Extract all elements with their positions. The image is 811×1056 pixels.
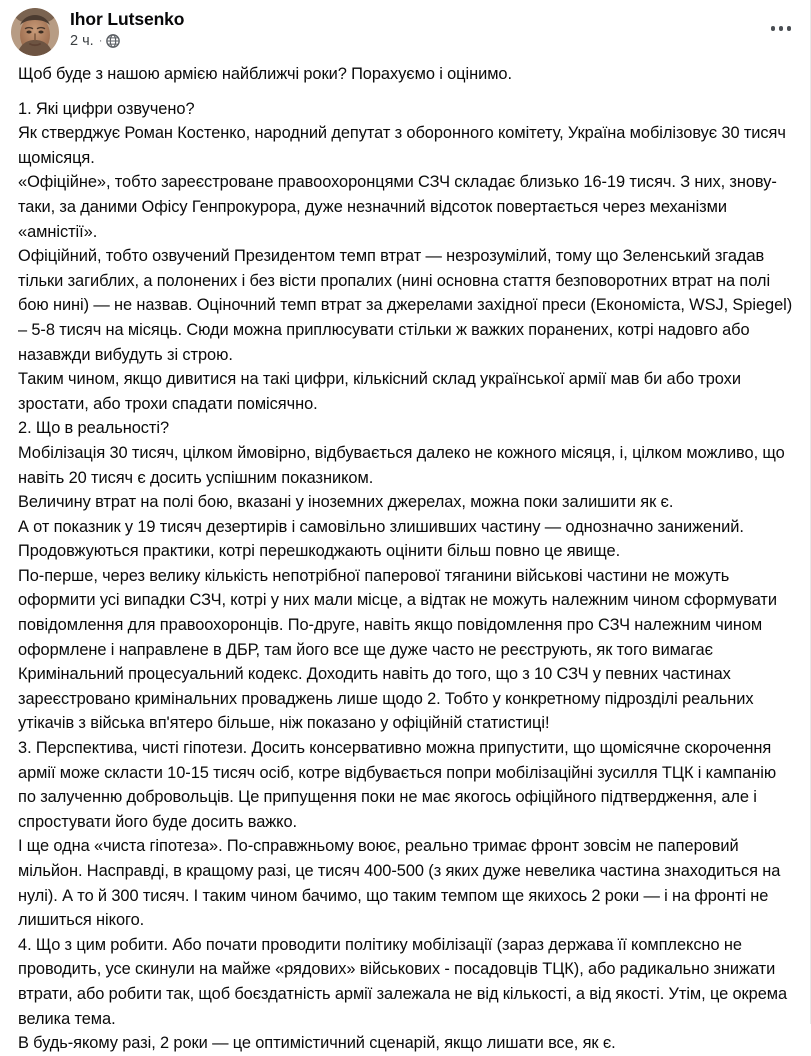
post-paragraph: 1. Які цифри озвучено? bbox=[18, 99, 195, 118]
post-timestamp[interactable]: 2 ч. bbox=[70, 33, 94, 49]
more-options-icon[interactable] bbox=[771, 26, 792, 31]
post-body bbox=[0, 62, 811, 1056]
post-paragraph: 3. Перспектива, чисті гіпотези. Досить консервативно можна припустити, що щомісячне скорочення армії може скласти 10-15 тисяч осіб, котре відбувається попри мобілізаційні зусилля ТЦК і кампанію по залученню добровольців. Це припущення поки не має якогось офіційного підтвердження, але і спростувати його буде досить важко. bbox=[18, 739, 777, 831]
post-paragraph: Величину втрат на полі бою, вказані у іноземних джерелах, можна поки залишити як є. bbox=[18, 493, 674, 512]
post-paragraph: 2. Що в реальності? bbox=[18, 419, 170, 438]
post-meta bbox=[70, 33, 184, 49]
post-paragraph: 4. Що з цим робити. Або почати проводити політику мобілізації (зараз держава її комплексно не проводить, усе скинули на майже «рядових» військових - посадовців ТЦК), або радикально знижати втрати, або робити так, щоб боєздатність армії залежала не від кількості, а від якості. Утім, це окрема велика тема. bbox=[18, 935, 788, 1028]
globe-icon[interactable] bbox=[106, 34, 120, 48]
post-paragraph: По-перше, через велику кількість непотрібної паперової тяганини військові частини не можуть оформити усі випадки СЗЧ, котрі у них мали місце, а відтак не можуть належним чином сформувати повідомлення для правоохоронців. По-друге, навіть якщо повідомлення про СЗЧ належним чином оформлене і направлене в ДБР, там його все ще дуже часто не реєструють, як того вимагає Кримінальний процесуальний кодекс. Доходить навіть до того, що з 10 СЗЧ у певних частинах зареєстровано кримінальних проваджень лише щодо 2. Тобто у конкретному підрозділі реальних утікачів з війська вп'ятеро більше, ніж показано у офіційній статистиці! bbox=[18, 566, 777, 733]
author-name[interactable]: Ihor Lutsenko bbox=[70, 9, 185, 29]
post-paragraph: Щоб буде з нашою армією найближчі роки? Порахуємо і оцінимо. bbox=[18, 65, 512, 83]
post-header bbox=[0, 0, 810, 62]
dot bbox=[787, 26, 792, 31]
post-paragraph: Мобілізація 30 тисяч, цілком ймовірно, відбувається далеко не кожного місяця, і, цілком можливо, що навіть 20 тисяч є досить успішним показником. bbox=[18, 443, 785, 487]
post-author-block bbox=[70, 6, 184, 49]
dot bbox=[771, 26, 776, 31]
avatar[interactable] bbox=[11, 8, 59, 56]
post-paragraph: І ще одна «чиста гіпотеза». По-справжньому воює, реально тримає фронт зовсім не паперовий мільйон. Насправді, в кращому разі, це тисяч 400-500 (з яких дуже невелика частина знаходиться на нулі). А то й 300 тисяч. І таким чином бачимо, що таким темпом ще якихось 2 роки — і на фронті не лишиться нікого. bbox=[18, 837, 781, 930]
paragraph-spacer bbox=[18, 87, 797, 97]
dot bbox=[779, 26, 784, 31]
post-paragraph: Таким чином, якщо дивитися на такі цифри, кількісний склад української армії мав би або трохи зростати, або трохи спадати помісячно. bbox=[18, 370, 741, 413]
post-paragraph: А от показник у 19 тисяч дезертирів і самовільно злишивших частину — однозначно занижений. Продовжуються практики, котрі перешкоджають оцінити більш повно це явище. bbox=[18, 517, 744, 561]
meta-separator: · bbox=[98, 35, 103, 47]
post-paragraph: В будь-якому разі, 2 роки — це оптимістичний сценарій, якщо лишати все, як є. bbox=[18, 1034, 616, 1053]
post-paragraph: «Офіційне», тобто зареєстроване правоохоронцями СЗЧ складає близько 16-19 тисяч. З них, знову-таки, за даними Офісу Генпрокурора, дуже незначний відсоток повертається через механізми «амністії». bbox=[18, 173, 777, 241]
post-paragraph: Як стверджує Роман Костенко, народний депутат з оборонного комітету, Україна мобілізовує 30 тисяч щомісяця. bbox=[18, 124, 786, 167]
post-paragraph: Офіційний, тобто озвучений Президентом темп втрат — незрозумілий, тому що Зеленський згадав тільки загиблих, а полонених і без вісти пропалих (нині основна стаття безповоротних втрат на полі бою нині) — не назвав. Оціночний темп втрат за джерелами західної преси (Економіста, WSJ, Spiegel) – 5-8 тисяч на місяць. Сюди можна приплюсувати стільки ж важких поранених, котрі надовго або назавжди вибудуть зі строю. bbox=[18, 247, 793, 364]
